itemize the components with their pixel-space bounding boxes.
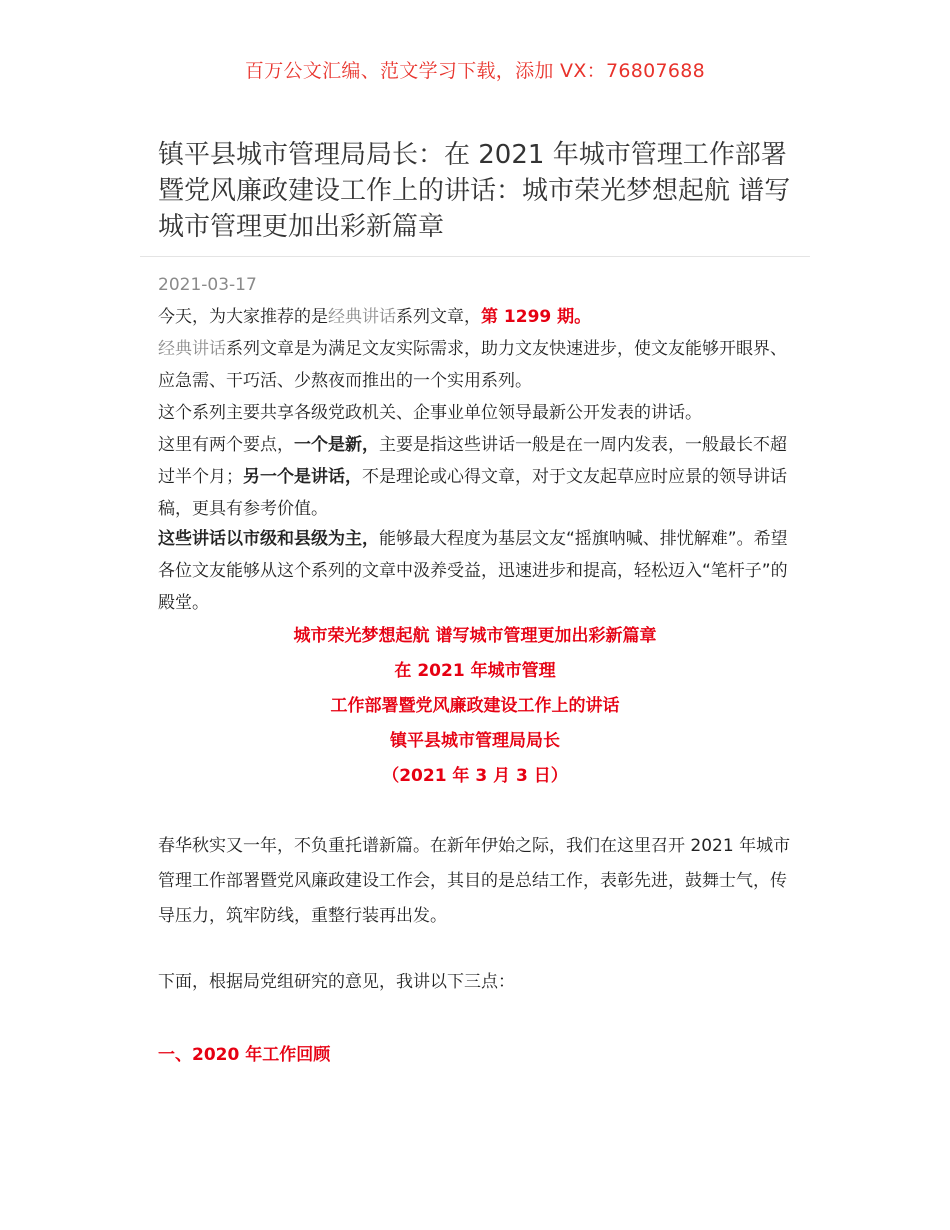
speech-paragraph-1: 春华秋实又一年，不负重托谱新篇。在新年伊始之际，我们在这里召开 2021 年城市管理工作部署暨党风廉政建设工作会，其目的是总结工作，表彰先进，鼓舞士气，传导压力，筑牢防线，重整行装再出发。 <box>158 836 791 926</box>
intro-p5-text: 能够最大程度为基层文友“摇旗呐喊、排忧解难”。希望各位文友能够从这个系列的文章中汲养受益，迅速进步和提高，轻松迈入“笔杆子”的殿堂。 <box>158 529 788 613</box>
intro-paragraph-3: 这个系列主要共享各级党政机关、企事业单位领导最新公开发表的讲话。 <box>158 403 702 423</box>
publish-date: 2021-03-17 <box>158 275 257 295</box>
speech-paragraph-2: 下面，根据局党组研究的意见，我讲以下三点： <box>158 972 515 992</box>
intro-p2-text: 系列文章是为满足文友实际需求，助力文友快速进步，使文友能够开眼界、应急需、干巧活、少熬夜而推出的一个实用系列。 <box>158 339 787 391</box>
series-name: 经典讲话 <box>158 339 226 359</box>
speaker: 镇平县城市管理局局长 <box>390 731 560 751</box>
intro-p4-pre: 这里有两个要点， <box>158 435 294 455</box>
point-one: 一个是新， <box>294 435 379 455</box>
intro-p1-pre: 今天，为大家推荐的是 <box>158 307 328 327</box>
intro-paragraph-4 <box>158 429 798 525</box>
speech-date: （2021 年 3 月 3 日） <box>382 766 568 786</box>
promo-banner: 百万公文汇编、范文学习下载，添加 VX：76807688 <box>244 60 706 82</box>
intro-p4-post: 不是理论或心得文章，对于文友起草应时应景的领导讲话稿，更具有参考价值。 <box>158 467 787 519</box>
intro-p4-mid: 主要是指这些讲话一般是在一周内发表，一般最长不超过半个月； <box>158 435 787 487</box>
point-two: 另一个是讲话， <box>243 467 362 487</box>
title-divider <box>140 256 810 257</box>
section-heading-1: 一、2020 年工作回顾 <box>158 1045 331 1065</box>
article-title: 镇平县城市管理局局长：在 2021 年城市管理工作部署暨党风廉政建设工作上的讲话：城市荣光梦想起航 谱写城市管理更加出彩新篇章 <box>158 140 791 242</box>
speech-subtitle-2: 工作部署暨党风廉政建设工作上的讲话 <box>330 696 620 716</box>
intro-paragraph-5 <box>158 523 798 619</box>
series-name: 经典讲话 <box>328 307 396 327</box>
intro-paragraph-1 <box>158 301 798 333</box>
intro-paragraph-2 <box>158 333 798 397</box>
intro-p1-mid: 系列文章， <box>396 307 481 327</box>
speech-title: 城市荣光梦想起航 谱写城市管理更加出彩新篇章 <box>293 626 657 646</box>
issue-number: 第 1299 期。 <box>481 307 592 327</box>
intro-p5-bold: 这些讲话以市级和县级为主， <box>158 529 379 549</box>
speech-header <box>0 619 950 794</box>
speech-subtitle-1: 在 2021 年城市管理 <box>394 661 556 681</box>
